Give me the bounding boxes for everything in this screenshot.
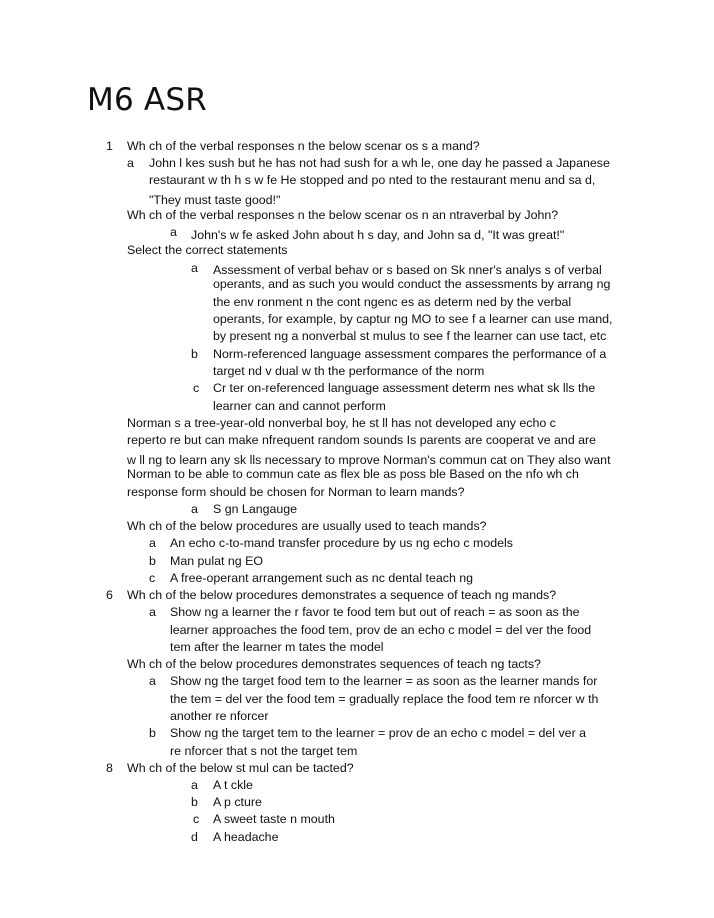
question-text: Norman s a tree-year-old nonverbal boy, he st ll has not developed any echo c (127, 416, 556, 430)
option-text: An echo c-to-mand transfer procedure by us ng echo c models (170, 536, 513, 550)
option-text: Assessment of verbal behav or s based on Sk nner's analys s of verbal (213, 263, 602, 277)
option-text: S gn Langauge (213, 502, 298, 516)
question-text: Wh ch of the verbal responses n the below scenar os n an ntraverbal by John? (127, 208, 559, 222)
document-title: M6 ASR (87, 82, 207, 118)
option-text: "They must taste good!" (149, 193, 281, 207)
option-text: John's w fe asked John about h s day, and John sa d, "It was great!" (191, 228, 565, 242)
question-text: Select the correct statements (127, 243, 288, 257)
option-text: A p cture (213, 795, 262, 809)
option-text: the tem = del ver the food tem = gradually replace the food tem re nforcer w th (170, 692, 599, 706)
question-text: w ll ng to learn any sk lls necessary to mprove Norman's commun cat on They also want (127, 453, 611, 467)
option-letter: b (191, 795, 198, 809)
option-letter: a (191, 261, 198, 275)
option-text: operants, for example, by captur ng MO to see f a learner can use mand, (213, 312, 613, 326)
option-text: A sweet taste n mouth (213, 812, 335, 826)
option-letter: a (191, 778, 198, 792)
option-text: Man pulat ng EO (170, 554, 263, 568)
option-text: tem after the learner m tates the model (170, 640, 384, 654)
question-text: Norman to be able to commun cate as flex ble as poss ble Based on the nfo wh ch (127, 467, 579, 481)
question-text: Wh ch of the below procedures demonstrates a sequence of teach ng mands? (127, 588, 557, 602)
option-text: Norm-referenced language assessment compares the performance of a (213, 347, 607, 361)
option-text: Cr ter on-referenced language assessment determ nes what sk lls the (213, 381, 596, 395)
option-letter: a (149, 536, 156, 550)
option-text: target nd v dual w th the performance of the norm (213, 364, 485, 378)
option-text: by present ng a nonverbal st mulus to see f the learner can use tact, etc (213, 329, 607, 343)
question-text: Wh ch of the below procedures demonstrates sequences of teach ng tacts? (127, 657, 541, 671)
option-text: re nforcer that s not the target tem (170, 744, 358, 758)
option-letter: b (149, 554, 156, 568)
option-text: restaurant w th h s w fe He stopped and po nted to the restaurant menu and sa d, (149, 173, 596, 187)
option-letter: b (149, 726, 156, 740)
question-text: Wh ch of the below st mul can be tacted? (127, 761, 354, 775)
option-letter: a (170, 225, 177, 239)
option-text: operants, and as such you would conduct the assessments by arrang ng (213, 277, 611, 291)
option-letter: d (191, 830, 198, 844)
option-text: learner can and cannot perform (213, 399, 386, 413)
question-number: 1 (106, 139, 113, 153)
question-text: response form should be chosen for Norman to learn mands? (127, 485, 465, 499)
option-letter: c (193, 381, 200, 395)
option-text: A headache (213, 830, 279, 844)
option-text: A free-operant arrangement such as nc dental teach ng (170, 571, 474, 585)
option-text: the env ronment n the cont ngenc es as determ ned by the verbal (213, 295, 572, 309)
option-letter: b (191, 347, 198, 361)
option-letter: a (191, 502, 198, 516)
option-text: Show ng the target tem to the learner = prov de an echo c model = del ver a (170, 726, 587, 740)
option-text: another re nforcer (170, 709, 269, 723)
question-text: reperto re but can make nfrequent random sounds Is parents are cooperat ve and are (127, 433, 597, 447)
option-letter: a (149, 605, 156, 619)
option-letter: c (193, 812, 200, 826)
option-text: learner approaches the food tem, prov de an echo c model = del ver the food (170, 623, 592, 637)
question-text: Wh ch of the verbal responses n the below scenar os s a mand? (127, 139, 480, 153)
option-letter: c (149, 571, 156, 585)
option-letter: a (149, 674, 156, 688)
question-number: 6 (106, 588, 113, 602)
question-number: 8 (106, 761, 113, 775)
option-text: John l kes sush but he has not had sush for a wh le, one day he passed a Japanese (149, 156, 610, 170)
option-text: A t ckle (213, 778, 253, 792)
option-text: Show ng a learner the r favor te food tem but out of reach = as soon as the (170, 605, 580, 619)
question-text: Wh ch of the below procedures are usually used to teach mands? (127, 519, 487, 533)
option-letter: a (127, 156, 134, 170)
option-text: Show ng the target food tem to the learner = as soon as the learner mands for (170, 674, 598, 688)
